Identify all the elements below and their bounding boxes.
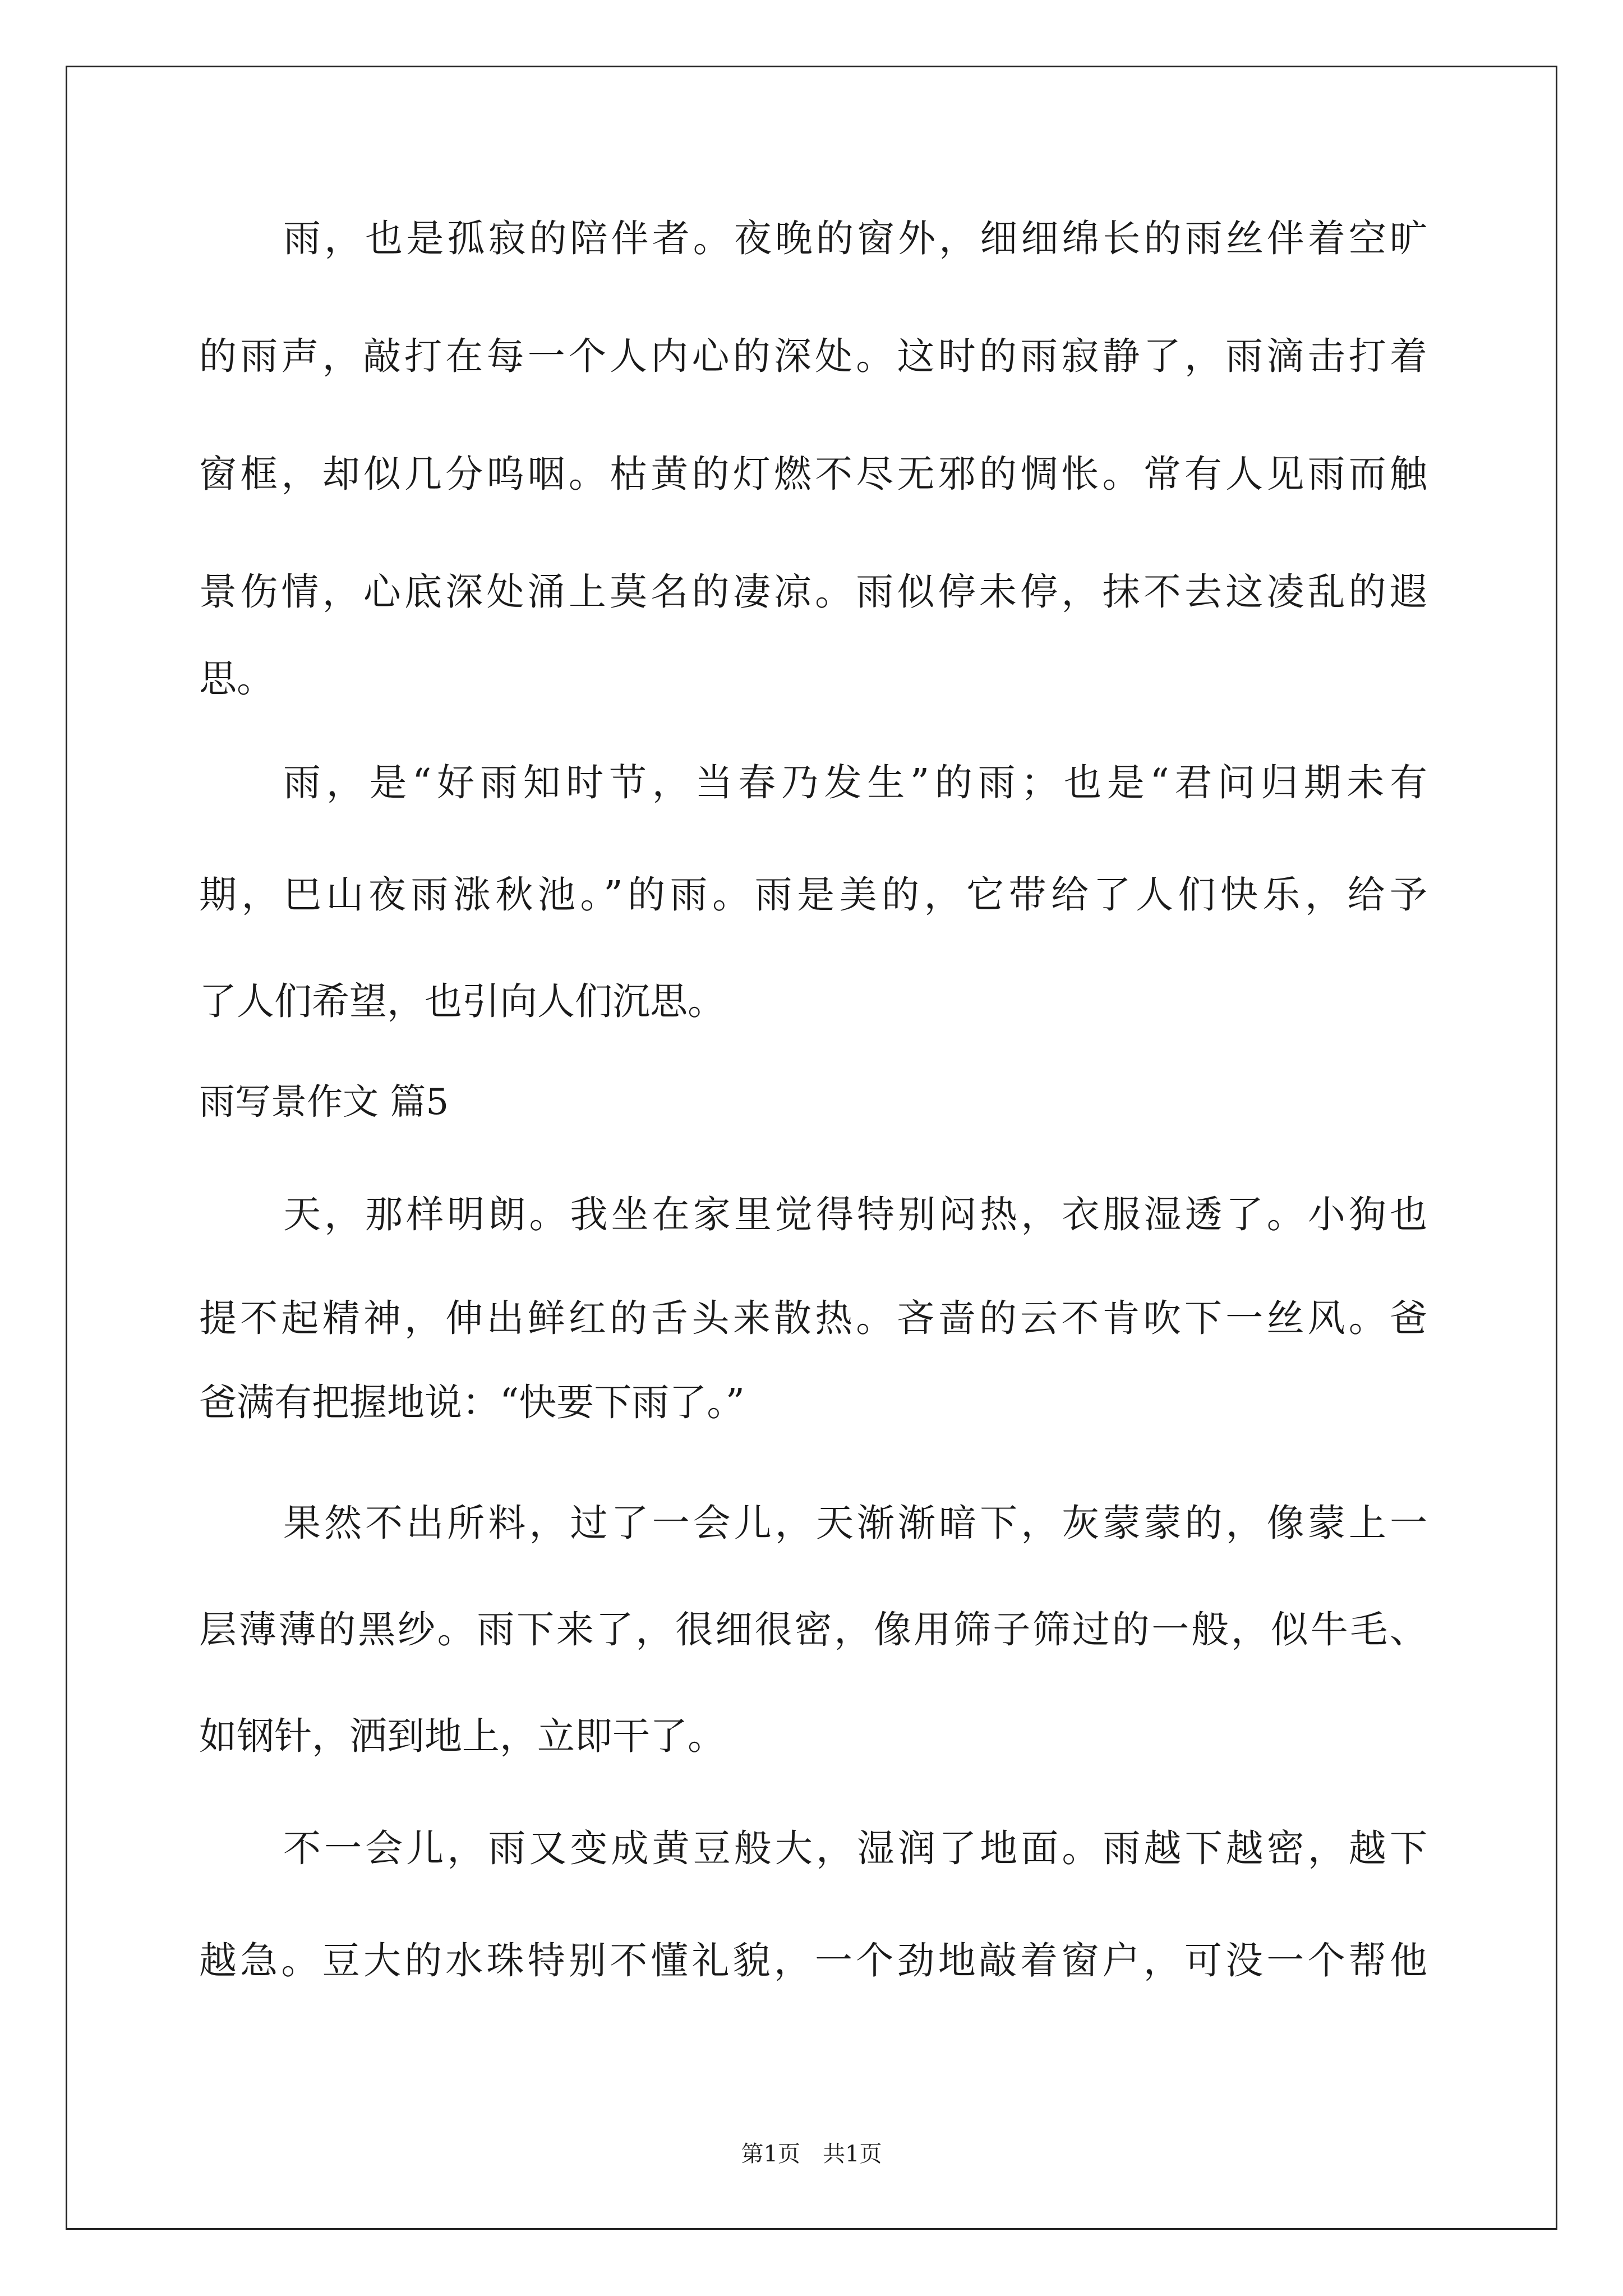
paragraph-3-line-3: 爸满有把握地说：“快要下雨了。” [199,1381,745,1424]
paragraph-4-line-2: 层薄薄的黑纱。雨下来了，很细很密，像用筛子筛过的一般，似牛毛、 [199,1608,1427,1651]
paragraph-1-line-2: 的雨声，敲打在每一个人内心的深处。这时的雨寂静了，雨滴击打着 [199,334,1427,378]
paragraph-5-line-2: 越急。豆大的水珠特别不懂礼貌，一个劲地敲着窗户，可没一个帮他 [199,1939,1427,1982]
paragraph-4-line-3: 如钢针，洒到地上，立即干了。 [199,1714,725,1758]
page-number-footer: 第1页 共1页 [741,2141,882,2167]
paragraph-4-line-1: 果然不出所料，过了一会儿，天渐渐暗下，灰蒙蒙的，像蒙上一 [283,1501,1427,1545]
paragraph-3-line-1: 天，那样明朗。我坐在家里觉得特别闷热，衣服湿透了。小狗也 [283,1193,1427,1236]
paragraph-2-line-3: 了人们希望，也引向人们沉思。 [199,979,725,1023]
paragraph-1-line-5: 思。 [199,657,274,701]
paragraph-1-line-4: 景伤情，心底深处涌上莫名的凄凉。雨似停未停，抹不去这凌乱的遐 [199,570,1427,614]
paragraph-5-line-1: 不一会儿，雨又变成黄豆般大，湿润了地面。雨越下越密，越下 [283,1826,1427,1870]
paragraph-2-line-1: 雨，是“好雨知时节，当春乃发生”的雨；也是“君问归期未有 [283,761,1427,804]
paragraph-3-line-2: 提不起精神，伸出鲜红的舌头来散热。吝啬的云不肯吹下一丝风。爸 [199,1296,1427,1340]
paragraph-2-line-2: 期，巴山夜雨涨秋池。”的雨。雨是美的，它带给了人们快乐，给予 [199,873,1427,917]
paragraph-1-line-3: 窗框，却似几分呜咽。枯黄的灯燃不尽无邪的惆怅。常有人见雨而触 [199,452,1427,496]
paragraph-1-line-1: 雨，也是孤寂的陪伴者。夜晚的窗外，细细绵长的雨丝伴着空旷 [283,217,1427,260]
section-heading: 雨写景作文 篇5 [199,1082,449,1123]
page-border [66,66,1557,2230]
